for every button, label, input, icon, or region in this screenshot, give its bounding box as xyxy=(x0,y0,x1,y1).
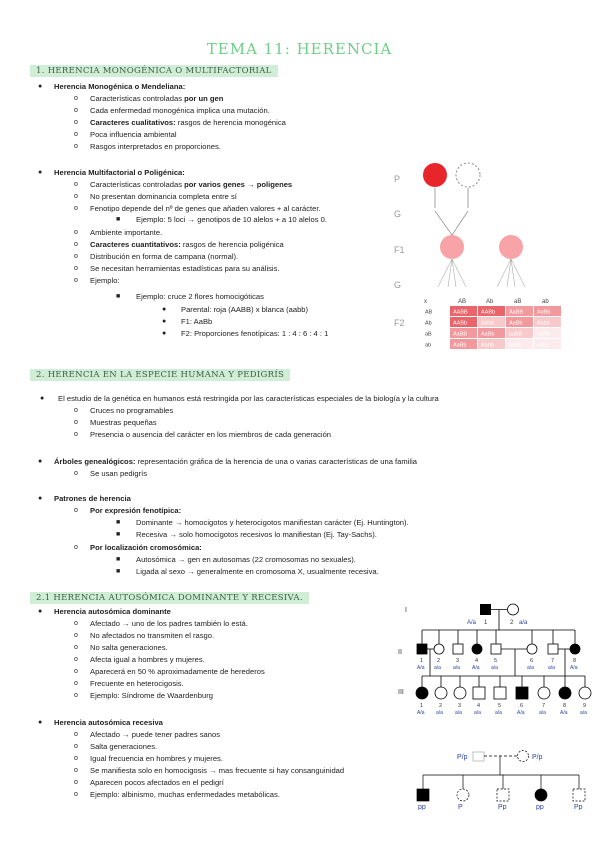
bullet: ● xyxy=(38,608,43,615)
bullet-circle: o xyxy=(74,107,78,114)
pedigree-male xyxy=(494,687,506,699)
bullet-circle: o xyxy=(74,95,78,102)
bullet-circle: o xyxy=(74,507,78,514)
mono-item-bold: Caracteres cualitativos: xyxy=(90,118,176,127)
gen-label-3: III xyxy=(398,689,404,696)
multi-item-bold: Caracteres cuantitativos: xyxy=(90,240,181,249)
pedigree-female xyxy=(570,644,580,654)
gen2-num: 8 xyxy=(573,658,577,664)
bullet-circle: o xyxy=(74,277,78,284)
punnett-cell-text: AABB xyxy=(453,309,468,316)
example-f1: F1: AaBb xyxy=(181,317,213,326)
mono-title: Herencia Monogénica o Mendeliana: xyxy=(54,82,186,91)
pedigree-female xyxy=(454,687,466,699)
gen2-geno: a/a xyxy=(434,665,441,671)
gen3-geno: a/a xyxy=(539,710,546,716)
gen3-num: 2 xyxy=(439,703,443,709)
dom-item: Aparecerá en 50 % aproximadamente de herederos xyxy=(90,667,265,676)
gen1-num: 1 xyxy=(484,620,488,626)
rec-item: Ejemplo: albinismo, muchas enfermedades metabólicas. xyxy=(90,790,280,799)
gen3-num: 9 xyxy=(583,703,587,709)
gen2-geno: a/a xyxy=(548,665,555,671)
section-1-heading: 1. HERENCIA MONOGÉNICA O MULTIFACTORIAL xyxy=(30,65,278,77)
punnett-cell-text: aaBb xyxy=(509,342,522,349)
gen2-num: 6 xyxy=(530,658,534,664)
gen3-geno: a/a xyxy=(436,710,443,716)
pedigree-rec-children xyxy=(417,775,585,810)
dom-item: Ejemplo: Síndrome de Waardenburg xyxy=(90,691,213,700)
punnett-cell-text: AAbb xyxy=(481,320,495,327)
bullet-circle: o xyxy=(74,544,78,551)
gen3-num: 5 xyxy=(498,703,502,709)
intro-item: Cruces no programables xyxy=(90,406,174,415)
pedigree-female xyxy=(527,644,537,654)
punnett-cell-text: AaBb xyxy=(537,309,551,316)
pedigree-recessive xyxy=(395,745,595,810)
multi-item-pre: Ambiente importante. xyxy=(90,228,163,237)
bullet-circle: o xyxy=(74,205,78,212)
gen3-geno: a/a xyxy=(455,710,462,716)
multi-item xyxy=(90,275,120,286)
pedigree-male xyxy=(473,687,485,699)
mono-item xyxy=(90,141,221,152)
rec-parent-geno: P/p xyxy=(457,754,468,761)
cross-line xyxy=(452,211,468,235)
trees-bold: Árboles genealógicos: xyxy=(54,457,136,466)
bullet: ● xyxy=(162,318,167,325)
dom-item: Afecta igual a hombres y mujeres. xyxy=(90,655,205,664)
bullet: ● xyxy=(38,719,43,726)
gen3-num: 3 xyxy=(458,703,462,709)
bullet-circle: o xyxy=(74,620,78,627)
punnett-row-header: Ab xyxy=(425,320,432,327)
pedigree-female xyxy=(472,644,482,654)
punnett-cell-text: Aabb xyxy=(537,320,550,327)
chrom-item-2: Ligada al sexo → generalmente en cromosoma X, usualmente recesiva. xyxy=(136,567,379,576)
rec-item: Aparecen pocos afectados en el pedigrí xyxy=(90,778,224,787)
multi-item xyxy=(90,203,321,214)
page-title: TEMA 11: HERENCIA xyxy=(206,40,393,58)
chrom-title: Por localización cromosómica: xyxy=(90,543,202,552)
punnett-cell-text: aaBB xyxy=(509,331,523,338)
bullet-circle: o xyxy=(74,743,78,750)
bullet-circle: o xyxy=(74,193,78,200)
intro-item: Muestras pequeñas xyxy=(90,418,157,427)
gen3-geno: a/a xyxy=(580,710,587,716)
gen2-geno: a/a xyxy=(491,665,498,671)
punnett-header: AB xyxy=(458,299,467,305)
mono-item-pre: Cada enfermedad monogénica implica una mutación. xyxy=(90,106,270,115)
bullet-circle: o xyxy=(74,229,78,236)
pedigree-female xyxy=(416,687,428,699)
pedigree-male xyxy=(473,752,484,761)
bullet-square: ■ xyxy=(116,519,121,526)
multi-item xyxy=(90,179,292,190)
gen3-num: 6 xyxy=(520,703,524,709)
pedigree-male xyxy=(497,789,509,801)
gen3-num: 4 xyxy=(477,703,481,709)
gen3-geno: a/a xyxy=(495,710,502,716)
gen1-num: 2 xyxy=(510,620,514,626)
pheno-item-1: Dominante → homocigotos y heterocigotos manifiestan carácter (Ej. Huntington). xyxy=(136,518,409,527)
white-flower-parent xyxy=(456,163,480,187)
bullet-circle: o xyxy=(74,241,78,248)
punnett-cell-text: AaBb xyxy=(509,320,523,327)
pedigree-dominant xyxy=(395,600,595,718)
rec-title: Herencia autosómica recesiva xyxy=(54,718,163,727)
multi-item xyxy=(90,191,237,202)
punnett-cell-text: AaBb xyxy=(453,342,467,349)
example-f2: F2: Proporciones fenotípicas: 1 : 4 : 6 : 4 : 1 xyxy=(181,329,329,338)
punnett-row-header: aB xyxy=(425,331,432,338)
multi-item-pre: No presentan dominancia completa entre sí xyxy=(90,192,237,201)
label-p: P xyxy=(394,174,401,184)
gen3-num: 1 xyxy=(420,703,424,709)
gen2-num: 3 xyxy=(456,658,460,664)
gamete-lines xyxy=(438,259,525,287)
bullet-circle: o xyxy=(74,731,78,738)
s2-intro: El estudio de la genética en humanos está restringida por las características especiales de la biología y la cultura xyxy=(58,394,439,403)
bullet: ● xyxy=(162,306,167,313)
multi-title: Herencia Multifactorial o Poligénica: xyxy=(54,168,185,177)
multi-item-pre: Ejemplo: xyxy=(90,276,120,285)
gen2-num: 2 xyxy=(437,658,441,664)
pheno-item-2: Recesiva → solo homocigotos recesivos lo manifiestan (Ej. Tay-Sachs). xyxy=(136,530,377,539)
rec-child-geno: P xyxy=(458,804,463,810)
mono-item xyxy=(90,129,177,140)
f1-flower xyxy=(499,235,523,259)
bullet-circle: o xyxy=(74,680,78,687)
bullet-square: ■ xyxy=(116,568,121,575)
pedigree-male xyxy=(453,644,463,654)
section-2-heading: 2. HERENCIA EN LA ESPECIE HUMANA Y PEDIGRÍS xyxy=(30,369,290,381)
punnett-cell-text: aaBb xyxy=(537,331,550,338)
bullet-circle: o xyxy=(74,407,78,414)
punnett-row-header: AB xyxy=(425,309,433,316)
mono-item xyxy=(90,93,223,104)
punnett-square xyxy=(424,299,561,349)
punnett-cell-text: aabb xyxy=(537,342,550,349)
gen3-geno: A/a xyxy=(417,710,425,716)
dom-title: Herencia autosómica dominante xyxy=(54,607,171,616)
gen2-geno: a/a xyxy=(453,665,460,671)
punnett-cell-text: Aabb xyxy=(481,342,494,349)
multi-item-post: rasgos de herencia poligénica xyxy=(180,240,284,249)
intro-item: Presencia o ausencia del carácter en los miembros de cada generación xyxy=(90,430,332,439)
punnett-header: Ab xyxy=(486,299,494,305)
pedigree-female xyxy=(508,604,519,615)
pedigree-female xyxy=(457,789,469,801)
cross-diagram xyxy=(390,155,570,355)
rec-item: Se manifiesta solo en homocigosis → mas frecuente si hay consanguinidad xyxy=(90,766,345,775)
bullet-circle: o xyxy=(74,119,78,126)
red-flower-parent xyxy=(423,163,447,187)
example-line: Ejemplo: cruce 2 flores homocigóticas xyxy=(136,292,264,301)
multi-item xyxy=(90,239,284,250)
gen2-num: 4 xyxy=(475,658,479,664)
rec-item: Igual frecuencia en hombres y mujeres. xyxy=(90,754,223,763)
gen3-num: 8 xyxy=(563,703,567,709)
pedigree-female xyxy=(535,789,547,801)
bullet: ● xyxy=(38,458,43,465)
gen2-geno: a/a xyxy=(527,665,534,671)
pedigree-male xyxy=(548,644,558,654)
gen2-geno: A/a xyxy=(417,665,425,671)
pedigree-female xyxy=(435,687,447,699)
bullet: ● xyxy=(38,169,43,176)
multi-item xyxy=(90,263,280,274)
pheno-title: Por expresión fenotípica: xyxy=(90,506,182,515)
punnett-row-header: ab xyxy=(425,342,432,349)
punnett-cell-text: AaBb xyxy=(481,331,495,338)
dom-item: Frecuente en heterocigosis. xyxy=(90,679,184,688)
patterns-title: Patrones de herencia xyxy=(54,494,131,503)
pedigree-male xyxy=(573,789,585,801)
bullet-circle: o xyxy=(74,692,78,699)
bullet-circle: o xyxy=(74,431,78,438)
trees-text: representación gráfica de la herencia de una o varias características de una familia xyxy=(135,457,418,466)
bullet-square: ■ xyxy=(116,293,121,300)
punnett-cell-text: AABb xyxy=(481,309,496,316)
rec-child-geno: Pp xyxy=(498,804,507,810)
pedigree-gen-3 xyxy=(416,649,591,716)
gen3-geno: a/a xyxy=(474,710,481,716)
gen1-geno: A/a xyxy=(467,620,477,626)
gen2-num: 5 xyxy=(494,658,498,664)
gen2-num: 7 xyxy=(551,658,555,664)
multi-item-pre: Fenotipo depende del nº de genes que añaden valores + al carácter. xyxy=(90,204,321,213)
bullet-circle: o xyxy=(74,779,78,786)
multi-item-pre: Características controladas xyxy=(90,180,185,189)
multi-item-pre: Distribución en forma de campana (normal). xyxy=(90,252,239,261)
multi-item-pre: Se necesitan herramientas estadísticas para su análisis. xyxy=(90,264,280,273)
pedigree-female xyxy=(518,751,529,762)
bullet-circle: o xyxy=(74,143,78,150)
bullet-circle: o xyxy=(74,656,78,663)
bullet-circle: o xyxy=(74,668,78,675)
bullet-circle: o xyxy=(74,265,78,272)
rec-child-geno: pp xyxy=(418,804,426,810)
gen-label-2: II xyxy=(398,649,402,656)
gen3-geno: A/a xyxy=(517,710,525,716)
bullet: ● xyxy=(162,330,167,337)
punnett-cell-text: AaBB xyxy=(453,331,468,338)
bullet-circle: o xyxy=(74,767,78,774)
mono-item xyxy=(90,117,286,128)
bullet-circle: o xyxy=(74,791,78,798)
pedigree-male xyxy=(491,644,501,654)
punnett-cell-text: AaBB xyxy=(509,309,524,316)
gen-label-1: I xyxy=(405,607,407,614)
bullet-circle: o xyxy=(74,253,78,260)
mono-item-pre: Características controladas xyxy=(90,94,185,103)
label-g1: G xyxy=(394,209,402,219)
gen3-geno: A/a xyxy=(560,710,568,716)
trees-line xyxy=(54,456,417,467)
gen2-geno: A/a xyxy=(570,665,578,671)
gen3-num: 7 xyxy=(542,703,546,709)
multi-sub: Ejemplo: 5 loci → genotipos de 10 alelos + a 10 alelos 0. xyxy=(136,215,328,224)
label-g2: G xyxy=(394,280,402,290)
rec-parent-geno: P/p xyxy=(532,754,543,761)
bullet-square: ■ xyxy=(116,556,121,563)
pedigree-male xyxy=(417,789,429,801)
bullet-circle: o xyxy=(74,644,78,651)
mono-item-pre: Rasgos interpretados en proporciones. xyxy=(90,142,221,151)
trees-item: Se usan pedigrís xyxy=(90,469,147,478)
pedigree-female xyxy=(538,687,550,699)
punnett-cell-text: AABb xyxy=(453,320,468,327)
pedigree-gen-2 xyxy=(417,630,580,671)
gen2-geno: A/a xyxy=(472,665,480,671)
rec-child-geno: Pp xyxy=(574,804,583,810)
gen1-geno: a/a xyxy=(519,620,528,626)
dom-item: No salta generaciones. xyxy=(90,643,168,652)
chrom-item-1: Autosómica → gen en autosomas (22 cromosomas no sexuales). xyxy=(136,555,356,564)
mono-item-pre: Poca influencia ambiental xyxy=(90,130,177,139)
pedigree-female xyxy=(579,687,591,699)
punnett-header: x xyxy=(424,299,427,305)
label-f2: F2 xyxy=(394,318,405,328)
bullet-circle: o xyxy=(74,131,78,138)
bullet: ● xyxy=(40,395,45,402)
punnett-header: ab xyxy=(542,299,549,305)
bullet-circle: o xyxy=(74,470,78,477)
pedigree-male xyxy=(516,687,528,699)
bullet-circle: o xyxy=(74,181,78,188)
pedigree-female xyxy=(559,687,571,699)
mono-item-post: rasgos de herencia monogénica xyxy=(175,118,286,127)
label-f1: F1 xyxy=(394,245,405,255)
cross-line xyxy=(435,211,452,235)
bullet-circle: o xyxy=(74,755,78,762)
bullet-square: ■ xyxy=(116,531,121,538)
mono-item-bold: por un gen xyxy=(184,94,224,103)
multi-item xyxy=(90,251,238,262)
bullet-square: ■ xyxy=(116,216,121,223)
pedigree-female xyxy=(434,644,444,654)
bullet-circle: o xyxy=(74,632,78,639)
bullet-circle: o xyxy=(74,419,78,426)
multi-item xyxy=(90,227,162,238)
bullet: ● xyxy=(38,495,43,502)
multi-item-bold: por varios genes → poligenes xyxy=(184,180,293,189)
punnett-header: aB xyxy=(514,299,522,305)
mono-item xyxy=(90,105,270,116)
dom-item: Afectado → uno de los padres también lo está. xyxy=(90,619,248,628)
rec-item: Salta generaciones. xyxy=(90,742,158,751)
section-21-heading: 2.1 HERENCIA AUTOSÓMICA DOMINANTE Y RECESIVA. xyxy=(30,592,309,604)
bullet: ● xyxy=(38,83,43,90)
example-parental: Parental: roja (AABB) x blanca (aabb) xyxy=(181,305,309,314)
rec-item: Afectado → puede tener padres sanos xyxy=(90,730,221,739)
dom-item: No afectados no transmiten el rasgo. xyxy=(90,631,215,640)
f1-flower xyxy=(440,235,464,259)
pedigree-male-affected xyxy=(480,604,491,615)
gen2-num: 1 xyxy=(420,658,424,664)
rec-child-geno: pp xyxy=(536,804,544,810)
